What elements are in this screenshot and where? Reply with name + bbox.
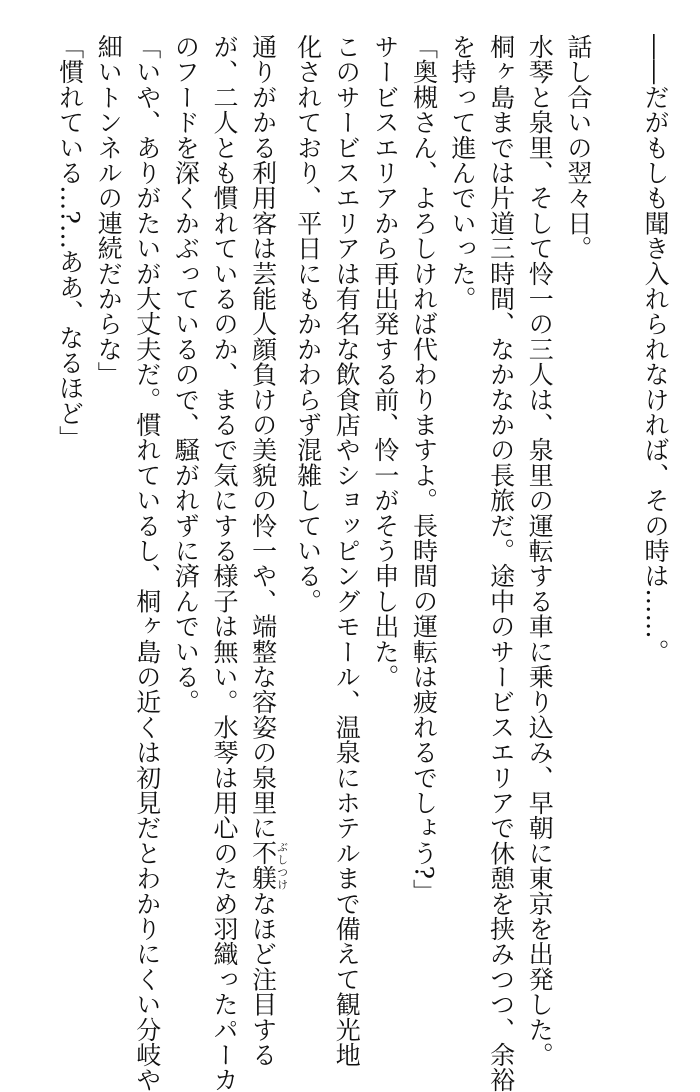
- text-segment: 通りがかる利用客は芸能人顔負けの美貌の怜一や、端整な容姿の泉里に: [248, 34, 278, 841]
- text-line: が、二人とも慣れているのか、まるで気にする様子は無い。水琴は用心のため羽織ったパーカ: [209, 34, 239, 1092]
- text-line-with-ruby: [243, 34, 289, 1068]
- ruby-word: [248, 840, 289, 891]
- text-line: を持って進んでいった。: [448, 34, 478, 312]
- vertical-text-body: [34, 34, 674, 1092]
- text-line: 話し合いの翌々日。: [563, 34, 593, 261]
- text-line: ――だがもしも聞き入れられなければ、その時は……。: [641, 34, 670, 664]
- ruby-base: 不躾: [248, 840, 278, 891]
- text-line: 桐ヶ島までは片道三時間、なかなかの長旅だ。途中のサービスエリアで休憩を挟みつつ、余裕: [486, 34, 516, 1092]
- text-line: のフードを深くかぶっているので、騒がれずに済んでいる。: [171, 34, 201, 715]
- text-line: このサービスエリアは有名な飲食店やショッピングモール、温泉にホテルまで備えて観光地: [332, 34, 362, 1068]
- text-line: サービスエリアから再出発する前、怜一がそう申し出た。: [370, 34, 400, 690]
- blank-line: [597, 34, 636, 994]
- text-line: 化されており、平日にもかかわらず混雑している。: [293, 34, 323, 614]
- text-segment: なほど注目する: [248, 890, 278, 1068]
- ruby-reading: ぶしつけ: [275, 840, 289, 891]
- dialogue-line: 「いや、ありがたいが大丈夫だ。慣れているし、桐ヶ島の近くは初見だとわかりにくい分岐や: [132, 34, 162, 1092]
- dialogue-line: 「奥槻さん、よろしければ代わりますよ。長時間の運転は疲れるでしょう?」: [409, 34, 439, 905]
- dialogue-line: 細いトンネルの連続だからな」: [94, 34, 124, 387]
- text-line: 水琴と泉里、そして怜一の三人は、泉里の運転する車に乗り込み、早朝に東京を出発した。: [525, 34, 555, 1068]
- dialogue-line: 「慣れている…?…ああ、なるほど」: [55, 34, 85, 451]
